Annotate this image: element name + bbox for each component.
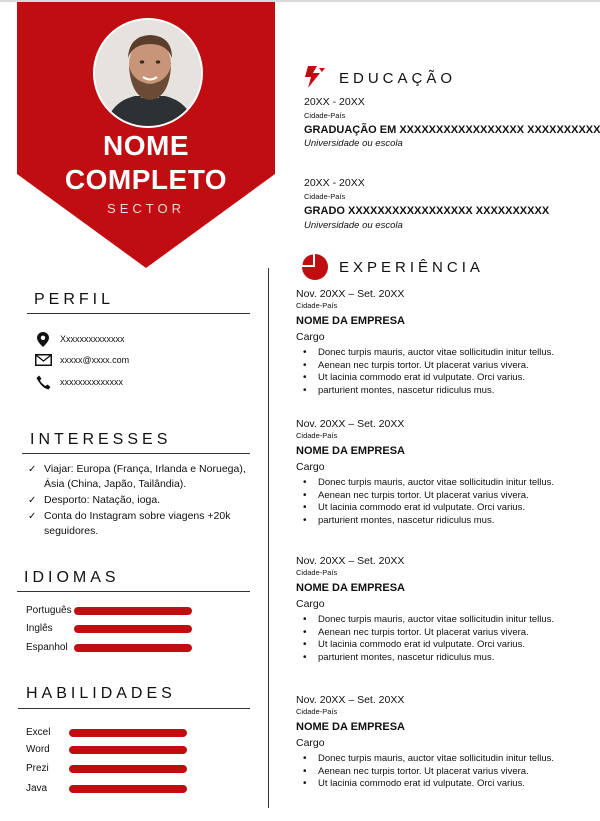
language-label: Inglês xyxy=(26,623,53,634)
job-date: Nov. 20XX – Set. 20XX xyxy=(296,555,405,567)
job-bullets xyxy=(296,753,596,791)
experience-entry xyxy=(296,418,596,527)
section-title-languages: IDIOMAS xyxy=(24,569,120,586)
lightning-icon xyxy=(302,66,326,93)
name-line-2: COMPLETO xyxy=(64,164,228,195)
job-date: Nov. 20XX – Set. 20XX xyxy=(296,694,405,706)
section-rule-interests xyxy=(22,453,250,454)
job-city: Cidade-País xyxy=(296,707,338,716)
job-bullet: • Aenean nec turpis tortor. Ut placerat varius vivera. xyxy=(296,627,596,640)
section-title-interests: INTERESSES xyxy=(30,431,172,448)
skill-label: Excel xyxy=(26,727,51,738)
header-banner xyxy=(17,2,275,268)
experience-entry xyxy=(296,555,596,664)
job-bullet: • Aenean nec turpis tortor. Ut placerat varius vivera. xyxy=(296,490,596,503)
name-line-1: NOME xyxy=(103,130,189,161)
checkmark-icon: ✓ xyxy=(28,511,37,522)
skill-label: Prezi xyxy=(26,763,49,774)
education-school: Universidade ou escola xyxy=(304,220,403,231)
job-company: NOME DA EMPRESA xyxy=(296,445,405,457)
skill-level-bar xyxy=(69,729,187,737)
job-role: Cargo xyxy=(296,461,325,473)
job-bullet: • Ut lacinia commodo erat id vulputate. Orci varius. xyxy=(296,502,596,515)
education-date: 20XX - 20XX xyxy=(304,96,365,108)
education-date: 20XX - 20XX xyxy=(304,177,365,189)
interest-item: ✓ Desporto: Natação, ioga. xyxy=(28,494,161,506)
job-bullet: • parturient montes, nascetur ridiculus mus. xyxy=(296,652,596,665)
job-bullet: • parturient montes, nascetur ridiculus mus. xyxy=(296,385,596,398)
column-divider xyxy=(268,268,269,808)
contact-email xyxy=(34,353,129,367)
phone-icon xyxy=(34,375,52,389)
job-company: NOME DA EMPRESA xyxy=(296,582,405,594)
section-title-education: EDUCAÇÃO xyxy=(339,70,457,87)
job-city: Cidade-País xyxy=(296,301,338,310)
section-rule-languages xyxy=(17,591,250,592)
experience-entry xyxy=(296,694,596,791)
education-city: Cidade-País xyxy=(304,111,346,120)
pie-chart-icon xyxy=(302,254,328,285)
section-rule-profile xyxy=(27,313,250,314)
job-bullet: • Donec turpis mauris, auctor vitae sollicitudin initur tellus. xyxy=(296,753,596,766)
job-bullet: • Donec turpis mauris, auctor vitae sollicitudin initur tellus. xyxy=(296,477,596,490)
language-level-bar xyxy=(74,644,192,652)
checkmark-icon: ✓ xyxy=(28,495,37,506)
job-bullets xyxy=(296,347,596,397)
job-bullet: • Aenean nec turpis tortor. Ut placerat varius vivera. xyxy=(296,766,596,779)
language-row xyxy=(26,605,192,616)
job-role: Cargo xyxy=(296,331,325,343)
job-bullet: • Aenean nec turpis tortor. Ut placerat varius vivera. xyxy=(296,360,596,373)
job-bullet: • Donec turpis mauris, auctor vitae sollicitudin initur tellus. xyxy=(296,347,596,360)
education-degree: GRADUAÇÃO EM XXXXXXXXXXXXXXXXX XXXXXXXXXX xyxy=(304,124,600,136)
language-level-bar xyxy=(74,607,192,615)
contact-phone-text: xxxxxxxxxxxxxx xyxy=(60,377,123,387)
job-date: Nov. 20XX – Set. 20XX xyxy=(296,418,405,430)
job-role: Cargo xyxy=(296,737,325,749)
skill-level-bar xyxy=(69,785,187,793)
profile-photo xyxy=(93,18,203,128)
job-bullet: • Ut lacinia commodo erat id vulputate. Orci varius. xyxy=(296,778,596,791)
job-bullet: • parturient montes, nascetur ridiculus mus. xyxy=(296,515,596,528)
interests-list xyxy=(28,462,253,540)
section-rule-skills xyxy=(18,708,250,709)
contact-phone xyxy=(34,375,123,389)
section-title-profile: PERFIL xyxy=(34,291,115,308)
education-school: Universidade ou escola xyxy=(304,138,403,149)
job-city: Cidade-País xyxy=(296,568,338,577)
job-city: Cidade-País xyxy=(296,431,338,440)
language-level-bar xyxy=(74,625,192,633)
envelope-icon xyxy=(34,353,52,367)
job-bullets xyxy=(296,477,596,527)
job-bullet: • Donec turpis mauris, auctor vitae sollicitudin initur tellus. xyxy=(296,614,596,627)
job-date: Nov. 20XX – Set. 20XX xyxy=(296,288,405,300)
skill-row xyxy=(26,783,187,794)
sector-label: SECTOR xyxy=(107,201,185,216)
language-row xyxy=(26,642,192,653)
skill-level-bar xyxy=(69,765,187,773)
language-label: Espanhol xyxy=(26,642,68,653)
skill-row xyxy=(26,763,187,774)
contact-address xyxy=(34,332,125,346)
section-title-experience: EXPERIÊNCIA xyxy=(339,259,484,276)
skill-row xyxy=(26,727,187,738)
skill-label: Word xyxy=(26,744,50,755)
contact-address-text: Xxxxxxxxxxxxxx xyxy=(60,334,125,344)
job-bullet: • Ut lacinia commodo erat id vulputate. Orci varius. xyxy=(296,372,596,385)
interest-item: ✓ Conta do Instagram sobre viagens +20k seguidores. xyxy=(28,510,231,537)
job-company: NOME DA EMPRESA xyxy=(296,315,405,327)
job-bullets xyxy=(296,614,596,664)
job-bullet: • Ut lacinia commodo erat id vulputate. Orci varius. xyxy=(296,639,596,652)
language-label: Português xyxy=(26,605,72,616)
skill-level-bar xyxy=(69,746,187,754)
job-role: Cargo xyxy=(296,598,325,610)
skill-label: Java xyxy=(26,783,48,794)
checkmark-icon: ✓ xyxy=(28,464,37,475)
job-company: NOME DA EMPRESA xyxy=(296,721,405,733)
language-row xyxy=(26,623,192,634)
education-degree: GRADO XXXXXXXXXXXXXXXXX XXXXXXXXXX xyxy=(304,205,550,217)
map-pin-icon xyxy=(34,332,52,346)
education-city: Cidade-País xyxy=(304,192,346,201)
skill-row xyxy=(26,744,187,755)
section-title-skills: HABILIDADES xyxy=(26,685,176,702)
experience-entry xyxy=(296,288,596,397)
contact-email-text: xxxxx@xxxx.com xyxy=(60,355,130,365)
interest-item: ✓ Viajar: Europa (França, Irlanda e Noruega), Ásia (China, Japão, Tailândia). xyxy=(28,463,246,490)
